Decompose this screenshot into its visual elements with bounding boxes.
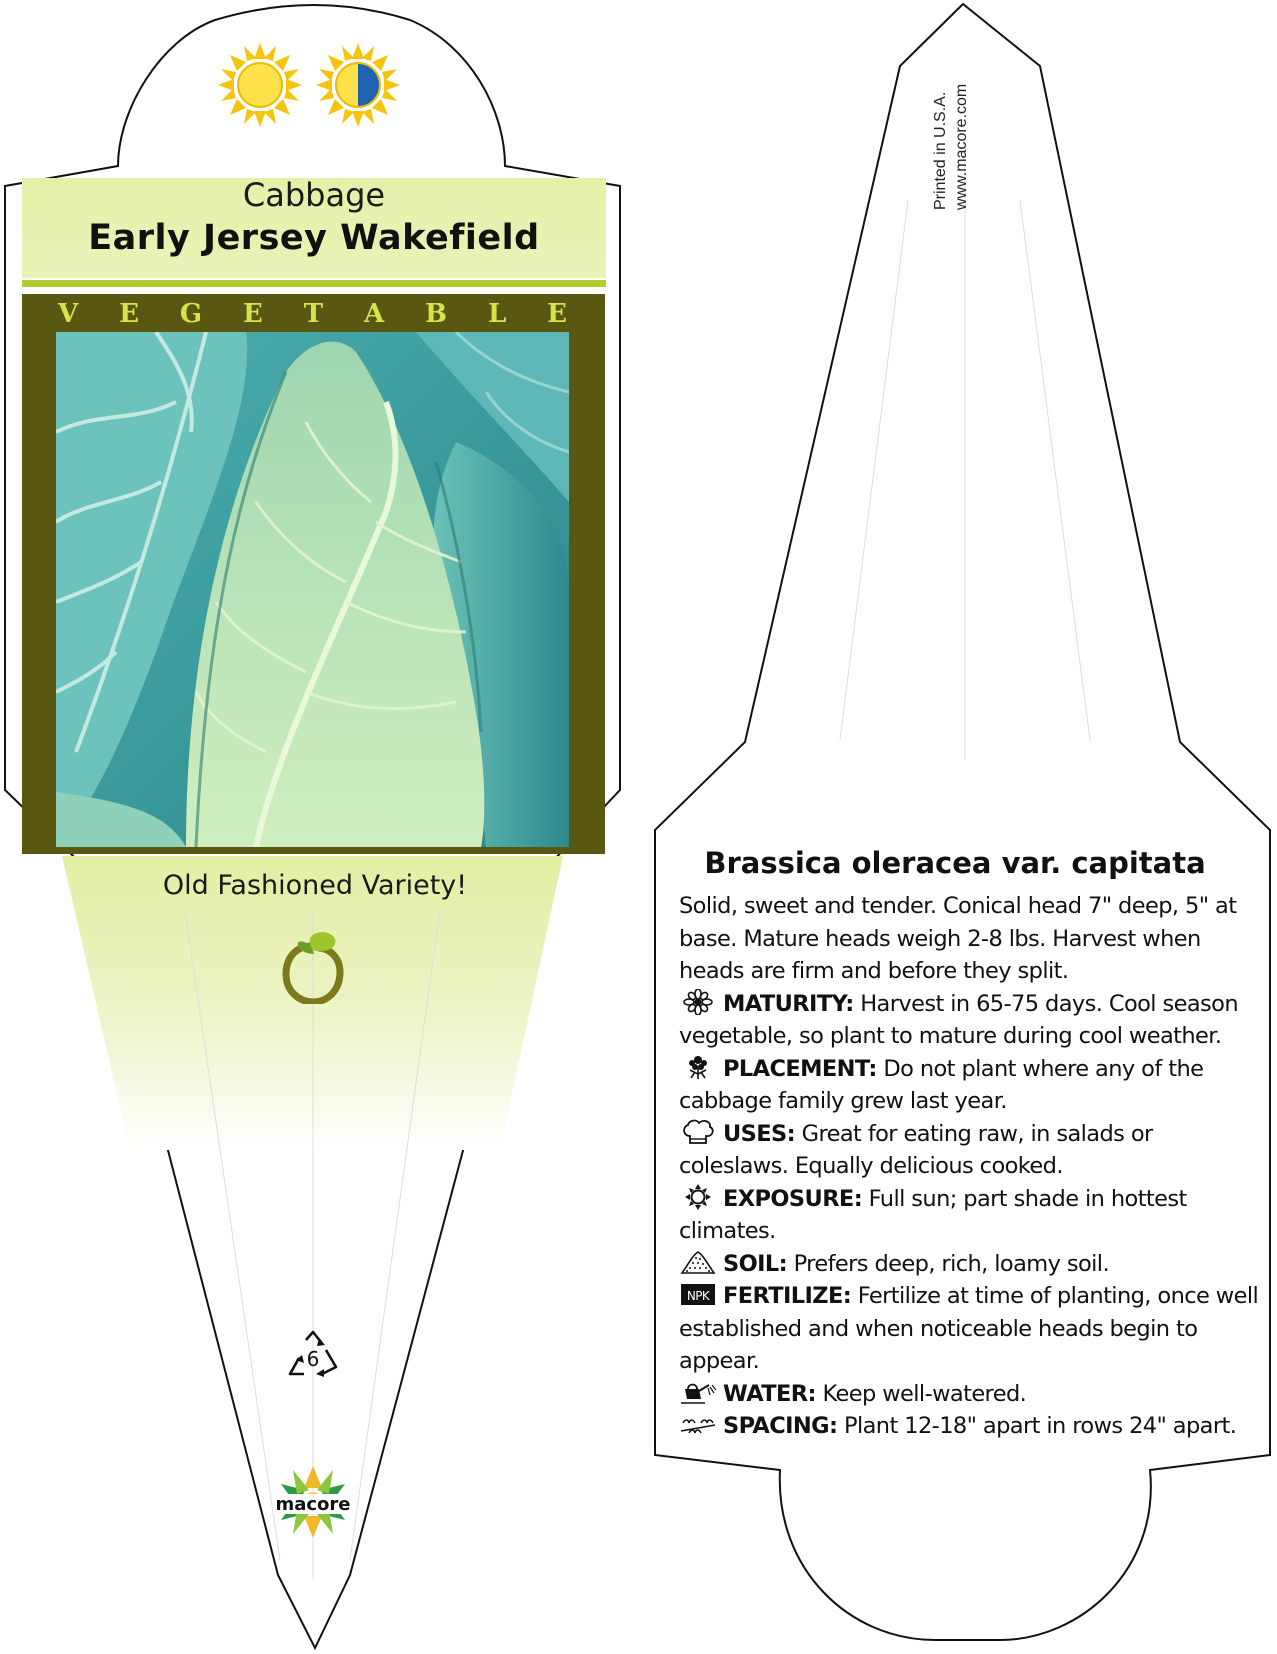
tagline: Old Fashioned Variety! (162, 870, 468, 901)
cabbage-photo (56, 332, 569, 847)
exposure-icons (215, 40, 405, 130)
section-spacing (679, 1410, 1264, 1443)
category-label (22, 294, 605, 334)
chef-hat-icon (679, 1119, 717, 1145)
exposure-text: Full sun; part shade in hottest climates. (679, 1185, 1187, 1244)
brand-name: macore (275, 1494, 351, 1515)
category-letter: B (425, 299, 448, 329)
printed-info (930, 84, 972, 210)
photo-frame (22, 294, 605, 854)
section-uses (679, 1118, 1264, 1183)
botanical-name: Brassica oleracea var. capitata (704, 846, 1206, 880)
maturity-text: Harvest in 65-75 days. Cool season vegetable, so plant to mature during cool weather. (679, 990, 1238, 1049)
spacing-icon (679, 1411, 717, 1437)
sprout-icon (282, 932, 344, 1004)
section-exposure (679, 1183, 1264, 1248)
title-band (22, 176, 606, 278)
uses-text: Great for eating raw, in salads or coleslaws. Equally delicious cooked. (679, 1120, 1153, 1179)
npk-label: NPK (686, 1289, 710, 1303)
fertilize-label: FERTILIZE: (723, 1283, 852, 1309)
section-soil (679, 1248, 1264, 1281)
section-placement (679, 1053, 1264, 1118)
common-name: Cabbage (242, 176, 386, 214)
soil-text: Prefers deep, rich, loamy soil. (793, 1250, 1109, 1277)
placement-label: PLACEMENT: (723, 1055, 877, 1082)
flower-bed-icon (679, 1054, 717, 1080)
soil-pile-icon (679, 1249, 717, 1275)
growing-info (679, 890, 1264, 1443)
part-sun-icon (316, 43, 400, 127)
website: www.macore.com (953, 83, 970, 210)
category-letter: E (119, 299, 139, 329)
variety-name: Early Jersey Wakefield (88, 218, 540, 258)
category-letter: E (547, 299, 567, 329)
spacing-text: Plant 12-18" apart in rows 24" apart. (844, 1413, 1237, 1439)
category-letter: E (242, 299, 263, 329)
brand-logo (268, 1462, 358, 1552)
recycle-icon (286, 1330, 340, 1378)
category-letter: A (363, 299, 385, 329)
watering-can-icon (679, 1379, 717, 1405)
npk-icon (679, 1281, 717, 1307)
fertilize-text: Fertilize at time of planting, once well established and when noticeable heads begin to appear. (679, 1283, 1259, 1374)
maturity-label: MATURITY: (723, 990, 854, 1017)
soil-label: SOIL: (723, 1250, 788, 1277)
sun-outline-icon (679, 1184, 717, 1210)
section-water (679, 1378, 1264, 1411)
placement-text: Do not plant where any of the cabbage family grew last year. (679, 1055, 1204, 1114)
category-letter: L (487, 299, 507, 329)
category-letter: G (179, 299, 203, 329)
printed-in: Printed in U.S.A. (932, 91, 949, 210)
description: Solid, sweet and tender. Conical head 7" deep, 5" at base. Mature heads weigh 2-8 lbs. Harvest when heads are firm and before they split. (679, 893, 1237, 984)
water-label: WATER: (723, 1380, 816, 1407)
recycle-number: 6 (306, 1347, 320, 1371)
category-letter: V (58, 299, 79, 329)
category-letter: T (303, 299, 324, 329)
full-sun-icon (218, 43, 302, 127)
section-fertilize (679, 1280, 1264, 1378)
uses-label: USES: (723, 1120, 796, 1147)
spacing-label: SPACING: (723, 1413, 838, 1439)
daisy-icon (679, 989, 717, 1015)
exposure-label: EXPOSURE: (723, 1185, 863, 1212)
section-maturity (679, 988, 1264, 1053)
water-text: Keep well-watered. (822, 1380, 1027, 1407)
